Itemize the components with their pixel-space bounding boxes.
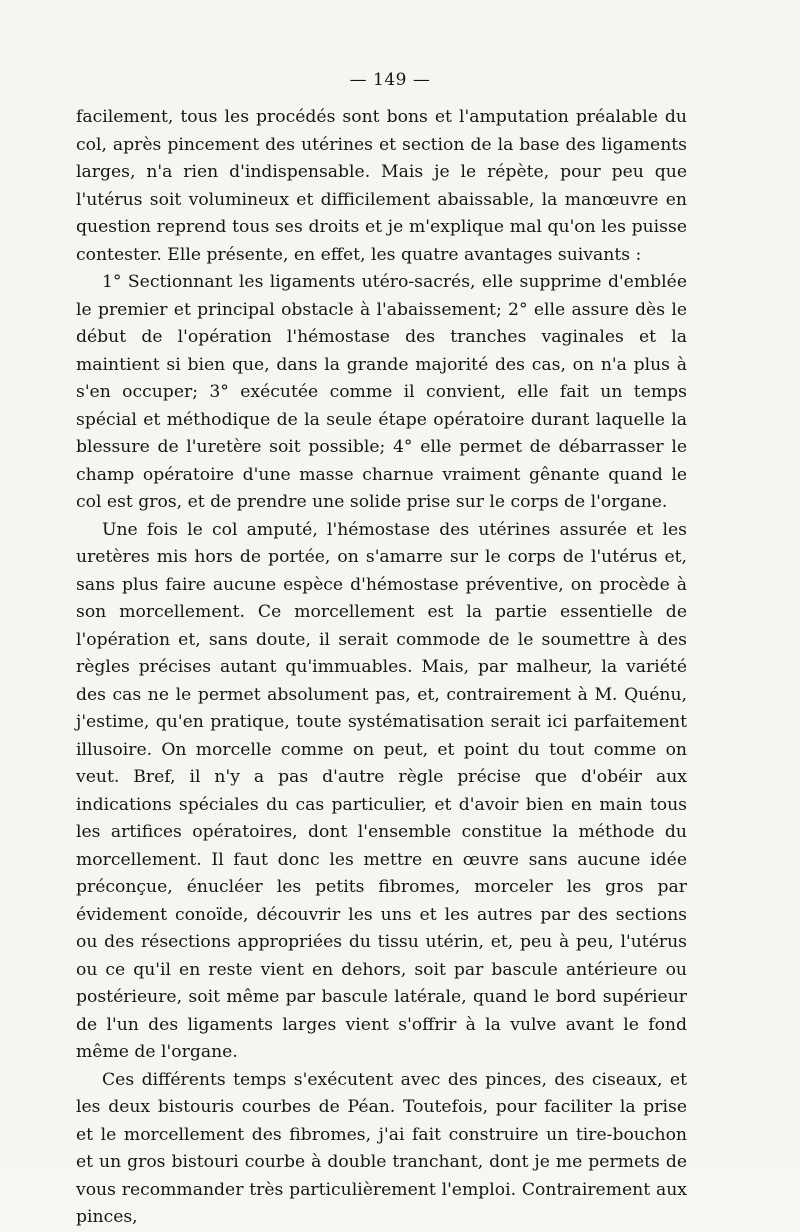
page-number: — 149 — xyxy=(349,70,431,90)
paragraph-morcellement: Une fois le col amputé, l'hémostase des utérines assurée et les uretères mis hors de portée, on s'amarre sur le corps de l'utérus et, sans plus faire aucune espèce d'hémostase préventive, on procède à son morcellement. Ce morcellement est la partie essentielle de l'opération et, sans doute, il serait commode de le soumettre à des règles précises autant qu'immuables. Mais, par malheur, la variété des cas ne le permet absolument pas, et, contrairement à M. Quénu, j'estime, qu'en pratique, toute systématisation serait ici parfaitement illusoire. On morcelle comme on peut, et point du tout comme on veut. Bref, il n'y a pas d'autre règle précise que d'obéir aux indications spéciales du cas particulier, et d'avoir bien en main tous les artifices opératoires, dont l'ensemble constitue la méthode du morcellement. Il faut donc les mettre en œuvre sans aucune idée préconçue, énucléer les petits fibromes, morceler les gros par évidement conoïde, découvrir les uns et les autres par des sections ou des résections appropriées du tissu utérin, et, peu à peu, l'utérus ou ce qu'il en reste vient en dehors, soit par bascule antérieure ou postérieure, soit même par bascule latérale, quand le bord supérieur de l'un des ligaments larges vient s'offrir à la vulve avant le fond même de l'organe. xyxy=(76,519,687,1062)
body-text xyxy=(76,104,687,1232)
paragraph-continuation: facilement, tous les procédés sont bons et l'amputation préalable du col, après pincement des utérines et section de la base des ligaments larges, n'a rien d'indispensable. Mais je le répète, pour peu que l'utérus soit volumineux et difficilement abaissable, la manœuvre en question reprend tous ses droits et je m'explique mal qu'on les puisse contester. Elle présente, en effet, les quatre avantages suivants : xyxy=(76,107,687,265)
paragraph-instruments: Ces différents temps s'exécutent avec des pinces, des ciseaux, et les deux bistouris courbes de Péan. Toutefois, pour faciliter la prise et le morcellement des fibromes, j'ai fait construire un tire-bouchon et un gros bistouri courbe à double tranchant, dont je me permets de vous recommander très particulièrement l'emploi. Contrairement aux pinces, xyxy=(76,1069,687,1227)
paragraph-advantages-list: 1° Sectionnant les ligaments utéro-sacrés, elle supprime d'emblée le premier et principal obstacle à l'abaissement; 2° elle assure dès le début de l'opération l'hémostase des tranches vaginales et la maintient si bien que, dans la grande majorité des cas, on n'a plus à s'en occuper; 3° exécutée comme il convient, elle fait un temps spécial et méthodique de la seule étape opératoire durant laquelle la blessure de l'uretère soit possible; 4° elle permet de débarrasser le champ opératoire d'une masse charnue vraiment gênante quand le col est gros, et de prendre une solide prise sur le corps de l'organe. xyxy=(76,272,687,512)
